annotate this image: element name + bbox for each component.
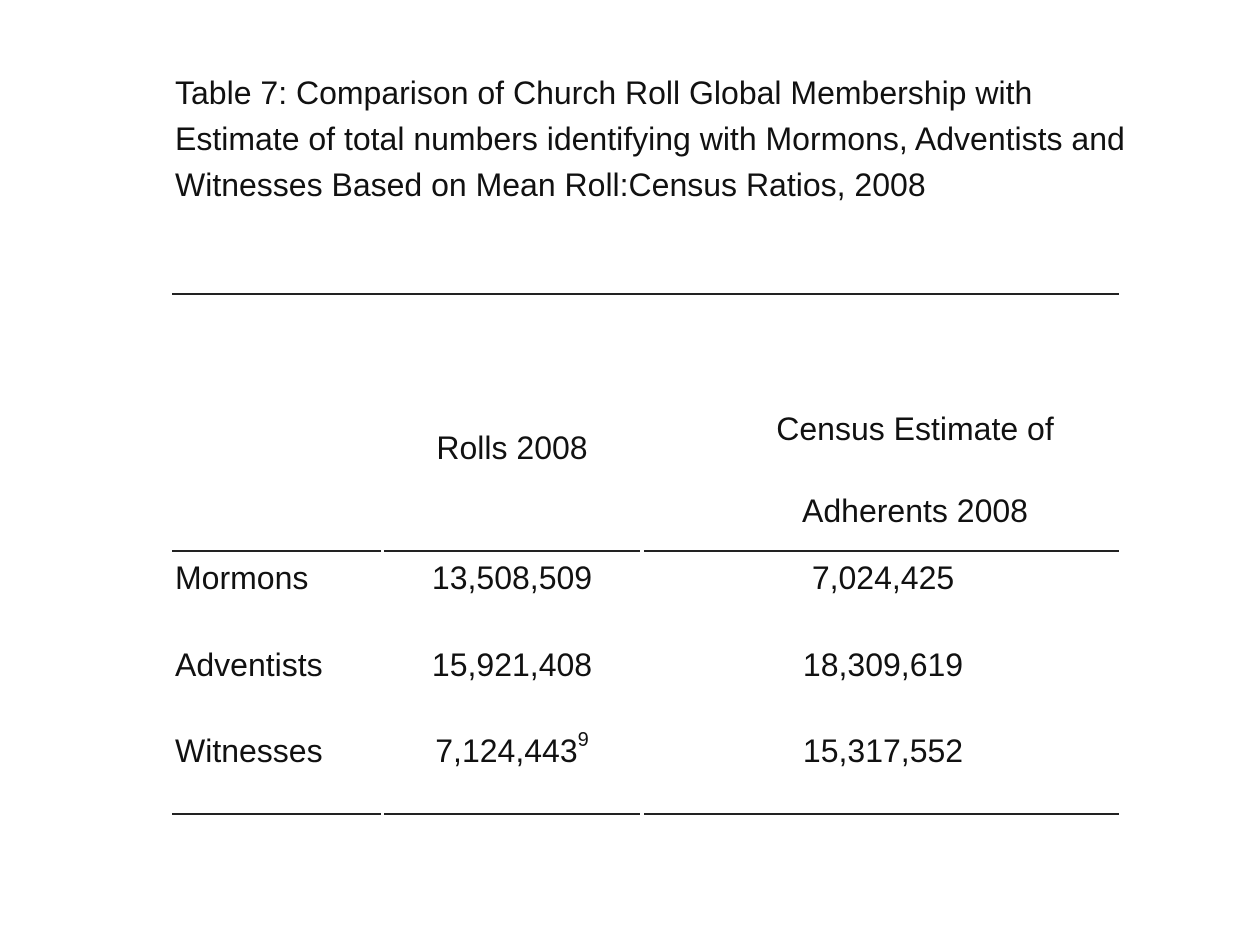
table-row [0,640,1246,690]
footnote-marker: 9 [577,729,589,752]
bottom-rule-label [172,813,381,815]
census-value: 18,309,619 [802,647,964,683]
census-value: 7,024,425 [811,560,955,596]
row-label: Mormons [175,560,309,596]
table-row [0,726,1246,776]
row-label: Adventists [175,647,323,683]
column-header-census-line1: Census Estimate of [776,411,1054,447]
column-header-census [700,388,1130,552]
bottom-rule-census [644,813,1119,815]
column-header-rolls: Rolls 2008 [436,430,588,466]
rolls-value [384,553,640,603]
column-header-census-line2: Adherents 2008 [802,493,1028,529]
table-row [0,553,1246,603]
rolls-number: 15,921,408 [431,647,593,683]
rolls-value [384,726,640,776]
header-rule-rolls [384,550,640,552]
rolls-number: 13,508,509 [431,560,593,596]
top-rule [172,293,1119,295]
bottom-rule-rolls [384,813,640,815]
rolls-value [384,640,640,690]
row-label: Witnesses [175,733,323,769]
rolls-number: 7,124,443 [435,733,578,769]
header-rule-census [644,550,1119,552]
header-rule-label [172,550,381,552]
table-caption: Table 7: Comparison of Church Roll Global Membership with Estimate of total numbers identifying with Mormons, Adventists and Witnesses Based on Mean Roll:Census Ratios, 2008 [175,75,1125,203]
census-value: 15,317,552 [802,733,964,769]
